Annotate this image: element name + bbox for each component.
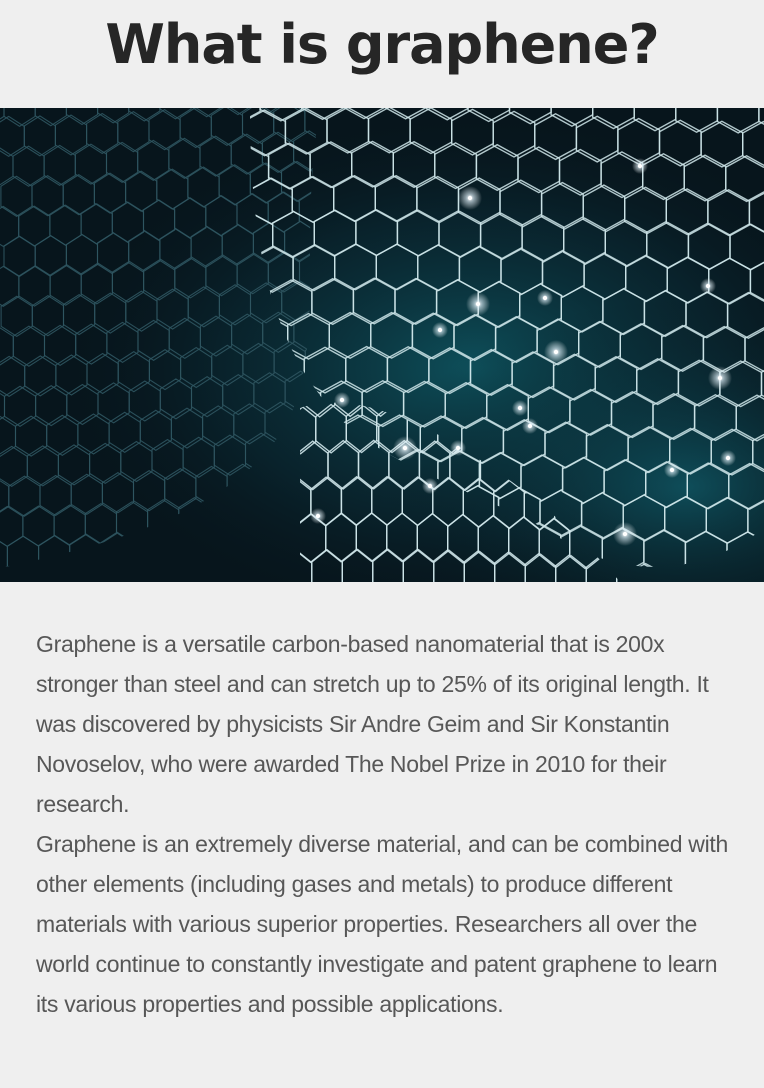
glow-node-core bbox=[316, 514, 320, 518]
paragraph-applications: Graphene is an extremely diverse material, and can be combined with other elements (including gases and metals) to produce different materials with various superior properties. Researchers all over the world continue to constantly investigate and patent graphene to learn its various properties and possible applications. bbox=[36, 831, 728, 1017]
glow-node-core bbox=[554, 350, 558, 354]
glow-node-core bbox=[340, 398, 344, 402]
glow-node-core bbox=[456, 446, 460, 450]
article-body bbox=[36, 624, 744, 1024]
glow-node-core bbox=[476, 302, 480, 306]
glow-node-core bbox=[706, 284, 710, 288]
hero-image bbox=[0, 108, 764, 582]
graphene-lattice-illustration bbox=[0, 108, 764, 582]
glow-node-core bbox=[438, 328, 442, 332]
glow-node-core bbox=[718, 376, 722, 380]
glow-node-core bbox=[670, 468, 674, 472]
glow-node-core bbox=[528, 424, 532, 428]
glow-node-core bbox=[468, 196, 472, 200]
glow-node-core bbox=[638, 164, 642, 168]
glow-node-core bbox=[543, 296, 547, 300]
glow-node-core bbox=[428, 484, 432, 488]
glow-node-core bbox=[518, 406, 522, 410]
glow-node-core bbox=[403, 446, 407, 450]
glow-node-core bbox=[623, 532, 627, 536]
glow-node-core bbox=[726, 456, 730, 460]
paragraph-intro: Graphene is a versatile carbon-based nanomaterial that is 200x stronger than steel and can stretch up to 25% of its original length. It was discovered by physicists Sir Andre Geim and Sir Konstantin Novoselov, who were awarded The Nobel Prize in 2010 for their research. bbox=[36, 631, 709, 817]
page-title: What is graphene? bbox=[105, 13, 659, 76]
